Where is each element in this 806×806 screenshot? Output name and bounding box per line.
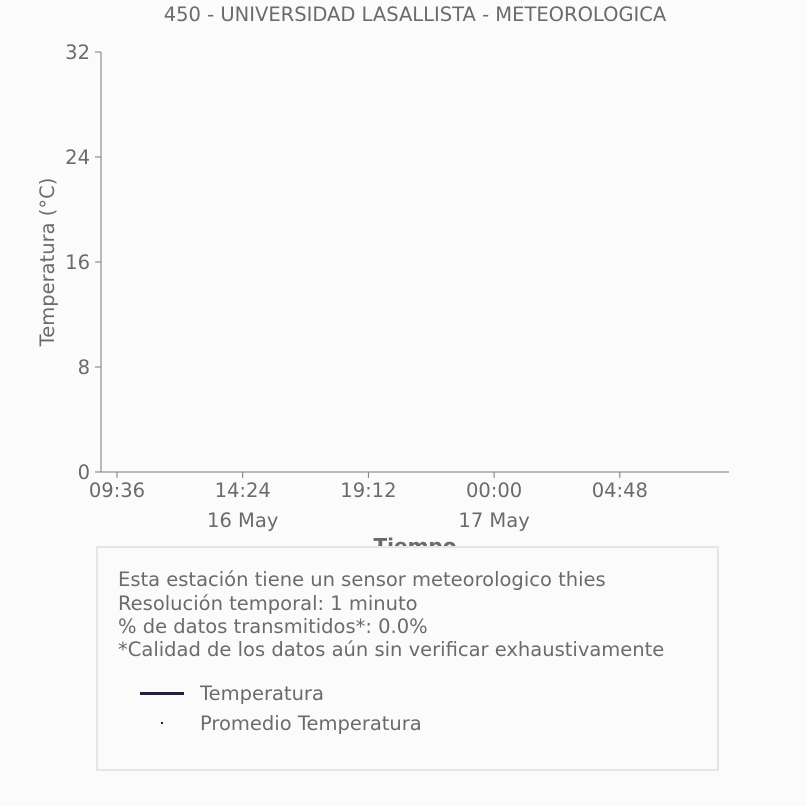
resolution-text: Resolución temporal: 1 minuto bbox=[118, 592, 418, 615]
legend-label-temperatura: Temperatura bbox=[200, 681, 324, 705]
y-tick-label: 24 bbox=[65, 146, 90, 169]
legend-line-marker bbox=[140, 692, 184, 695]
y-tick-label: 8 bbox=[77, 356, 90, 379]
legend-dot-marker bbox=[161, 722, 163, 724]
y-tick-label: 0 bbox=[77, 461, 90, 484]
x-tick-label: 14:24 bbox=[214, 479, 271, 502]
x-tick-label: 00:00 bbox=[465, 479, 523, 502]
sensor-info-text: Esta estación tiene un sensor meteorologico thies bbox=[118, 568, 606, 591]
x-tick-label: 09:36 bbox=[88, 479, 146, 502]
x-date-label: 17 May bbox=[458, 509, 530, 532]
info-legend-box bbox=[96, 546, 719, 771]
y-tick-label: 32 bbox=[65, 41, 90, 64]
legend-item-promedio bbox=[140, 710, 422, 736]
legend-item-temperatura bbox=[140, 680, 324, 706]
y-tick-label: 16 bbox=[65, 251, 90, 274]
quality-disclaimer-text: *Calidad de los datos aún sin verificar exhaustivamente bbox=[118, 638, 665, 661]
y-axis-title: Temperatura (°C) bbox=[36, 177, 59, 347]
x-tick-label: 04:48 bbox=[591, 479, 648, 502]
chart-title: 450 - UNIVERSIDAD LASALLISTA - METEOROLOGICA bbox=[163, 3, 667, 26]
legend-label-promedio: Promedio Temperatura bbox=[200, 711, 422, 735]
x-date-label: 16 May bbox=[207, 509, 279, 532]
transmitted-data-text: % de datos transmitidos*: 0.0% bbox=[118, 615, 428, 638]
x-tick-label: 19:12 bbox=[340, 479, 397, 502]
